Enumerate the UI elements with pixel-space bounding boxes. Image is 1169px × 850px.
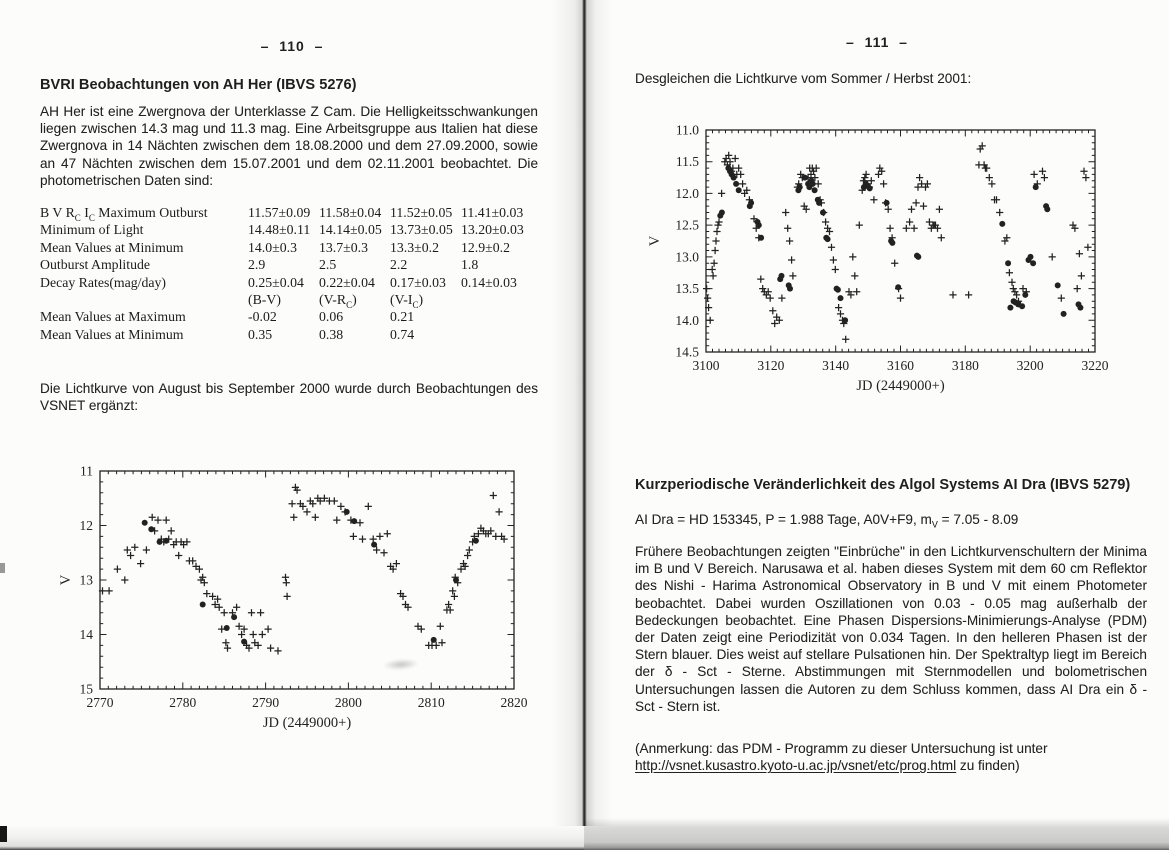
pdm-note-text: (Anmerkung: das PDM - Programm zu dieser Untersuchung ist unter [635, 741, 1048, 756]
row-label: Minimum of Light [40, 222, 144, 238]
ahher-section-heading: BVRI Beobachtungen von AH Her (IBVS 5276) [40, 77, 357, 93]
table-cell: 14.14±0.05 [319, 222, 382, 238]
row-label: B V $R_C$ $I_C$ Maximum Outburst [40, 205, 208, 223]
row-label: Mean Values at Maximum [40, 309, 186, 325]
table-cell [461, 308, 532, 325]
table-row [40, 308, 532, 325]
svg-text:12.5: 12.5 [675, 217, 699, 233]
table-cell [461, 291, 532, 308]
row-label: Mean Values at Minimum [40, 326, 184, 342]
table-cell: -0.02 [248, 309, 277, 325]
table-cell: 14.0±0.3 [248, 239, 297, 255]
scan-artifact [0, 826, 7, 842]
page-110 [0, 0, 584, 850]
svg-text:2810: 2810 [417, 695, 445, 710]
page-number-right: – 111 – [846, 34, 908, 50]
svg-text:14.0: 14.0 [675, 312, 699, 328]
table-cell: $(V-I_C)$ [390, 292, 424, 310]
table-cell: 0.17±0.03 [390, 274, 446, 290]
svg-text:13: 13 [79, 572, 93, 588]
table-row [40, 256, 532, 273]
table-cell: 0.21 [390, 309, 415, 325]
table-cell [461, 326, 532, 343]
svg-text:3100: 3100 [692, 358, 720, 373]
svg-text:2790: 2790 [252, 695, 280, 710]
lightcurve-2001-plot [645, 112, 1125, 410]
svg-text:11: 11 [80, 463, 93, 479]
row-label: Decay Rates(mag/day) [40, 274, 167, 290]
svg-text:3200: 3200 [1016, 358, 1044, 373]
pdm-program-url: http://vsnet.kusastro.kyoto-u.ac.jp/vsnet/etc/prog.html [635, 758, 957, 774]
table-row [40, 221, 532, 238]
page-111 [585, 0, 1169, 850]
table-cell: 13.73±0.05 [390, 222, 453, 238]
table-cell: 0.74 [390, 326, 415, 342]
lightcurve-2001-intro: Desgleichen die Lichtkurve vom Sommer / Herbst 2001: [635, 71, 972, 86]
table-row [40, 274, 532, 291]
table-cell: 11.57±0.09 [248, 205, 311, 220]
svg-text:3180: 3180 [951, 358, 979, 373]
pdm-note-suffix: zu finden) [956, 758, 1020, 774]
axes [706, 130, 1095, 352]
table-cell: 1.8 [461, 257, 479, 273]
scan-bottom-edge-right [584, 818, 1169, 850]
lightcurve-2000-chart [58, 453, 528, 735]
lightcurve-2000-plot [58, 453, 528, 735]
svg-text:13.5: 13.5 [675, 281, 699, 297]
svg-text:V: V [647, 235, 663, 247]
table-cell: 12.9±0.2 [461, 239, 510, 255]
table-cell: 0.35 [248, 326, 273, 342]
svg-text:3220: 3220 [1081, 358, 1109, 373]
svg-text:V: V [58, 574, 74, 586]
svg-text:12.0: 12.0 [675, 185, 699, 201]
svg-text:3120: 3120 [757, 358, 785, 373]
axes [100, 471, 514, 689]
table-cell: 0.14±0.03 [461, 274, 517, 290]
table-cell: 2.9 [248, 257, 266, 273]
table-cell: 0.25±0.04 [248, 274, 304, 290]
svg-text:3140: 3140 [822, 358, 850, 373]
table-cell: 11.41±0.03 [461, 205, 524, 220]
table-cell: 2.2 [390, 257, 408, 273]
svg-text:JD (2449000+): JD (2449000+) [856, 378, 945, 394]
table-row [40, 326, 532, 343]
svg-text:14: 14 [79, 627, 93, 642]
table-cell: $(V-R_C)$ [319, 292, 357, 310]
table-cell: 0.22±0.04 [319, 274, 375, 290]
svg-text:13.0: 13.0 [675, 249, 699, 265]
row-label [40, 291, 248, 308]
row-label: Mean Values at Minimum [40, 239, 184, 255]
pdm-note [635, 740, 1147, 774]
aidra-body-paragraph: Frühere Beobachtungen zeigten "Einbrüche" in den Lichtkurvenschultern der Minima im B und V Bereich. Narusawa et al. haben dieses System mit dem 60 cm Reflektor des Nishi - Harima Astronomical Observatory in B und V mit einem Photometer beobachtet. Dabei wurden Oszillationen von 0.03 - 0.05 mag außerhalb der Bedeckungen beobachtet. Eine Phasen Dispersions-Minimierungs-Analyse (PDM) der Daten zeigt eine Periodizität von 0.034 Tagen. In den helleren Phasen ist der Stern blauer. Dies weist auf stellare Pulsationen hin. Der Spektraltyp liegt im Bereich der δ - Sct - Sterne. Abstimmungen mit Sternmodellen und bolometrischen Untersuchungen lassen die Autoren zu dem Schluss kommen, dass AI Dra ein δ - Sct - Stern ist. [635, 544, 1147, 714]
series-plus-markers [703, 142, 1092, 343]
table-cell: 13.3±0.2 [390, 239, 439, 255]
ahher-intro-paragraph: AH Her ist eine Zwergnova der Unterklasse Z Cam. Die Helligkeitsschwankungen liegen zwischen 14.3 mag und 11.3 mag. Eine Arbeitsgruppe aus Italien hat diese Zwergnova in 14 Nächten zwischen dem 18.08.2000 und dem 27.09.2000, sowie an 47 Nächten zwischen dem 15.07.2001 und dem 02.11.2001 beobachtet. Die photometrischen Daten sind: [40, 104, 538, 188]
photometry-table-body [40, 204, 532, 343]
scan-artifact [0, 563, 5, 573]
scan-bottom-edge-left [0, 824, 584, 850]
table-row [40, 204, 532, 221]
table-cell: 14.48±0.11 [248, 222, 311, 238]
table-row [40, 239, 532, 256]
svg-text:2820: 2820 [500, 695, 528, 710]
table-cell: 11.52±0.05 [390, 205, 453, 220]
axis-labels [647, 123, 1109, 395]
aidra-section-heading: Kurzperiodische Veränderlichkeit des Algol Systems AI Dra (IBVS 5279) [635, 477, 1131, 493]
row-label: Outburst Amplitude [40, 257, 150, 273]
page-number-left: – 110 – [260, 38, 324, 54]
series-circle-markers [142, 509, 479, 645]
table-cell: 0.38 [319, 326, 344, 342]
svg-text:3160: 3160 [887, 358, 914, 373]
svg-text:2770: 2770 [86, 695, 114, 710]
table-cell: 13.7±0.3 [319, 239, 368, 255]
table-cell: 0.06 [319, 309, 344, 325]
svg-text:11.5: 11.5 [675, 154, 699, 170]
vsnet-lightcurve-paragraph: Die Lichtkurve von August bis September 2000 wurde durch Beobachtungen des VSNET ergänzt: [40, 381, 538, 414]
svg-text:14.5: 14.5 [675, 344, 699, 360]
svg-text:15: 15 [79, 681, 93, 697]
table-cell: 2.5 [319, 257, 337, 273]
photometry-table [40, 204, 532, 343]
lightcurve-2001-chart [645, 112, 1125, 410]
table-cell: 13.20±0.03 [461, 222, 524, 238]
svg-text:JD (2449000+): JD (2449000+) [262, 715, 352, 731]
table-cell: (B-V) [248, 292, 281, 308]
aidra-star-parameters: AI Dra = HD 153345, P = 1.988 Tage, A0V+F9, $m_V = 7.05 - 8.09$ [635, 512, 1019, 530]
table-row [40, 291, 532, 308]
svg-text:12: 12 [79, 518, 93, 533]
svg-text:2800: 2800 [334, 695, 362, 710]
svg-text:11.0: 11.0 [675, 122, 699, 138]
svg-text:2780: 2780 [169, 695, 197, 710]
table-cell: 11.58±0.04 [319, 205, 382, 220]
series-plus-markers [99, 484, 508, 655]
